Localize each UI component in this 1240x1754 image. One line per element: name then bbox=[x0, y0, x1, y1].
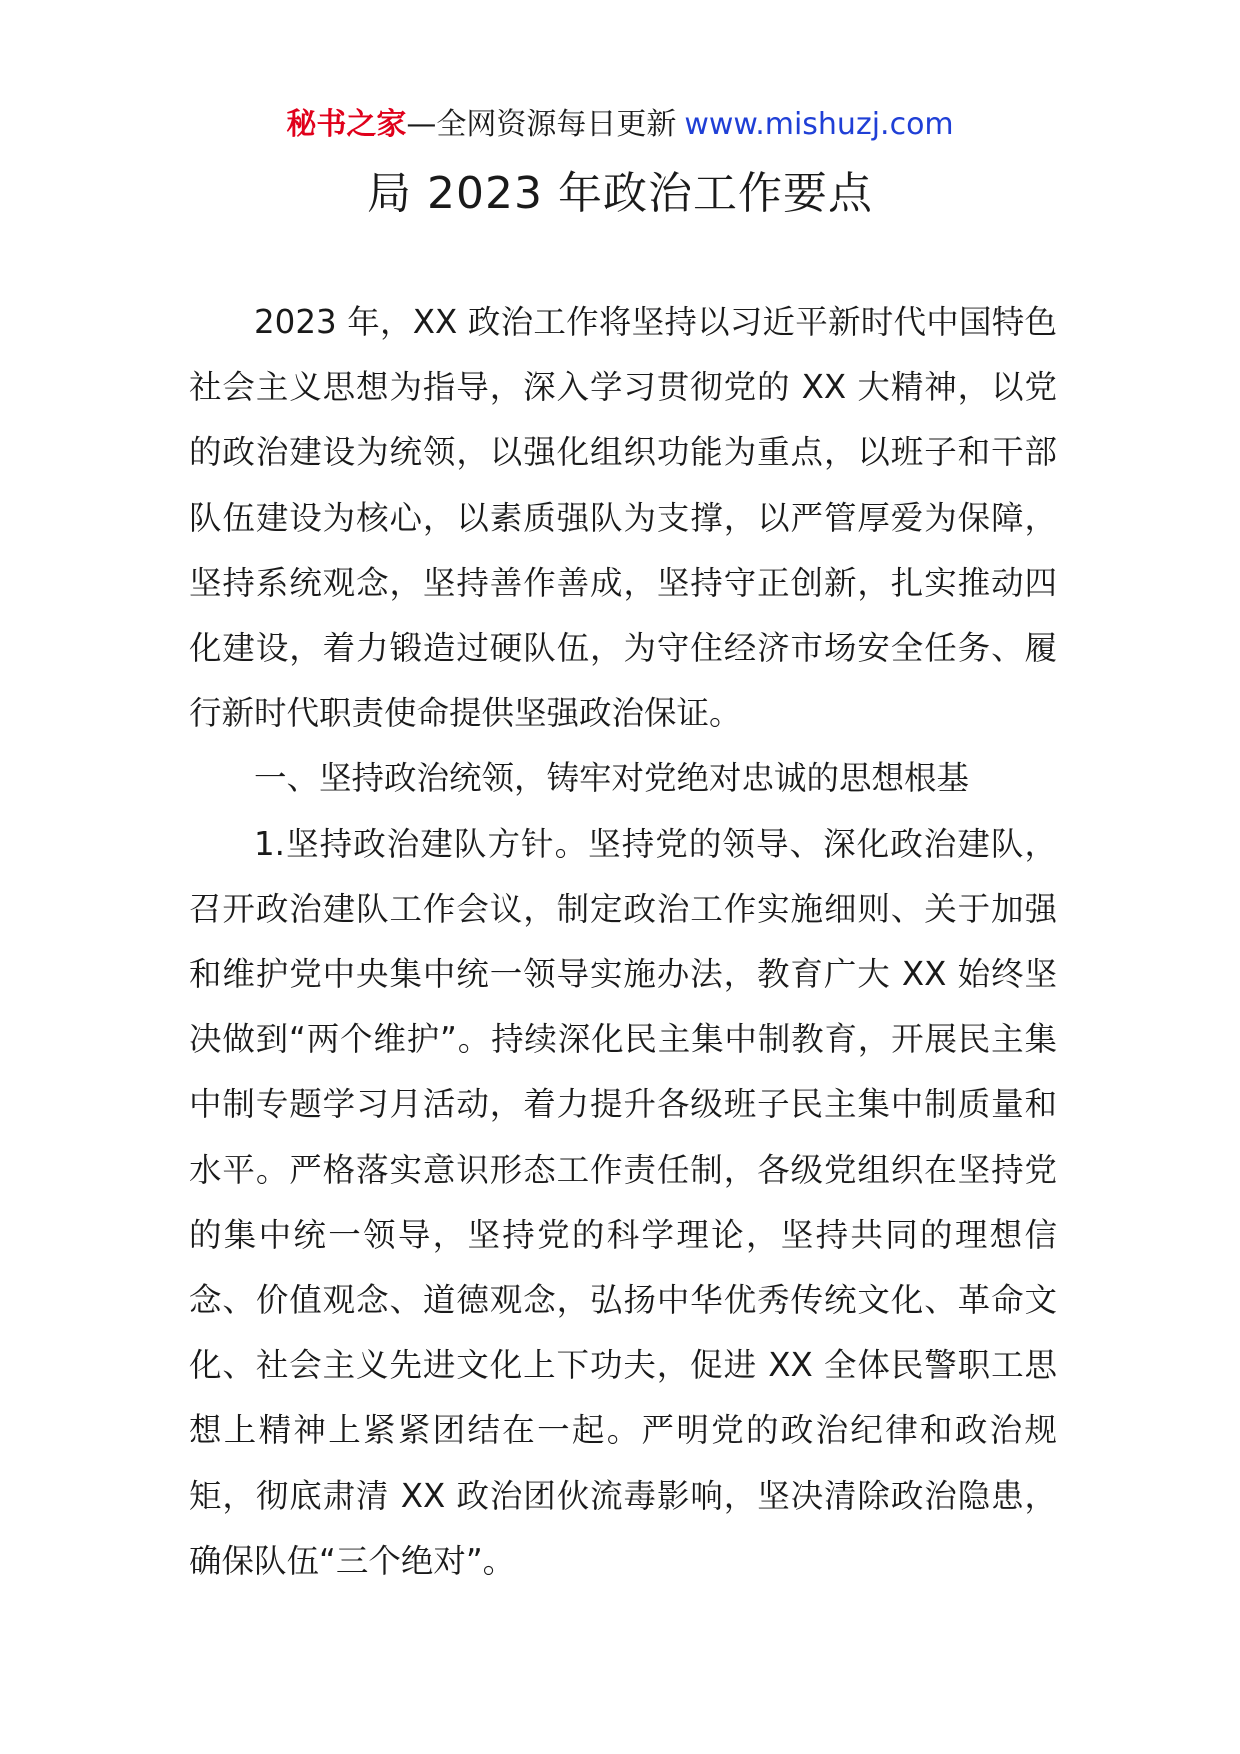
site-url-link[interactable]: www.mishuzj.com bbox=[684, 107, 954, 142]
document-title: 局 2023 年政治工作要点 bbox=[367, 168, 873, 219]
header-tagline: —全网资源每日更新 bbox=[406, 107, 677, 142]
paragraph-intro: 2023 年，XX 政治工作将坚持以习近平新时代中国特色社会主义思想为指导，深入学习贯彻党的 XX 大精神，以党的政治建设为统领，以强化组织功能为重点，以班子和干部队伍建设为核心，以素质强队为支撑，以严管厚爱为保障，坚持系统观念，坚持善作善成，坚持守正创新，扎实推动四化建设，着力锻造过硬队伍，为守住经济市场安全任务、履行新时代职责使命提供坚强政治保证。 bbox=[189, 303, 1057, 733]
document-body bbox=[189, 290, 1057, 1594]
paragraph-item-1: 1.坚持政治建队方针。坚持党的领导、深化政治建队，召开政治建队工作会议，制定政治工作实施细则、关于加强和维护党中央集中统一领导实施办法，教育广大 XX 始终坚决做到“两个维护”。持续深化民主集中制教育，开展民主集中制专题学习月活动，着力提升各级班子民主集中制质量和水平。严格落实意识形态工作责任制，各级党组织在坚持党的集中统一领导，坚持党的科学理论，坚持共同的理想信念、价值观念、道德观念，弘扬中华优秀传统文化、革命文化、社会主义先进文化上下功夫，促进 XX 全体民警职工思想上精神上紧紧团结在一起。严明党的政治纪律和政治规矩，彻底肃清 XX 政治团伙流毒影响，坚决清除政治隐患，确保队伍“三个绝对”。 bbox=[189, 824, 1057, 1580]
site-header bbox=[0, 100, 1240, 150]
brand-name: 秘书之家 bbox=[286, 107, 407, 142]
section-heading: 一、坚持政治统领，铸牢对党绝对忠诚的思想根基 bbox=[254, 759, 970, 798]
